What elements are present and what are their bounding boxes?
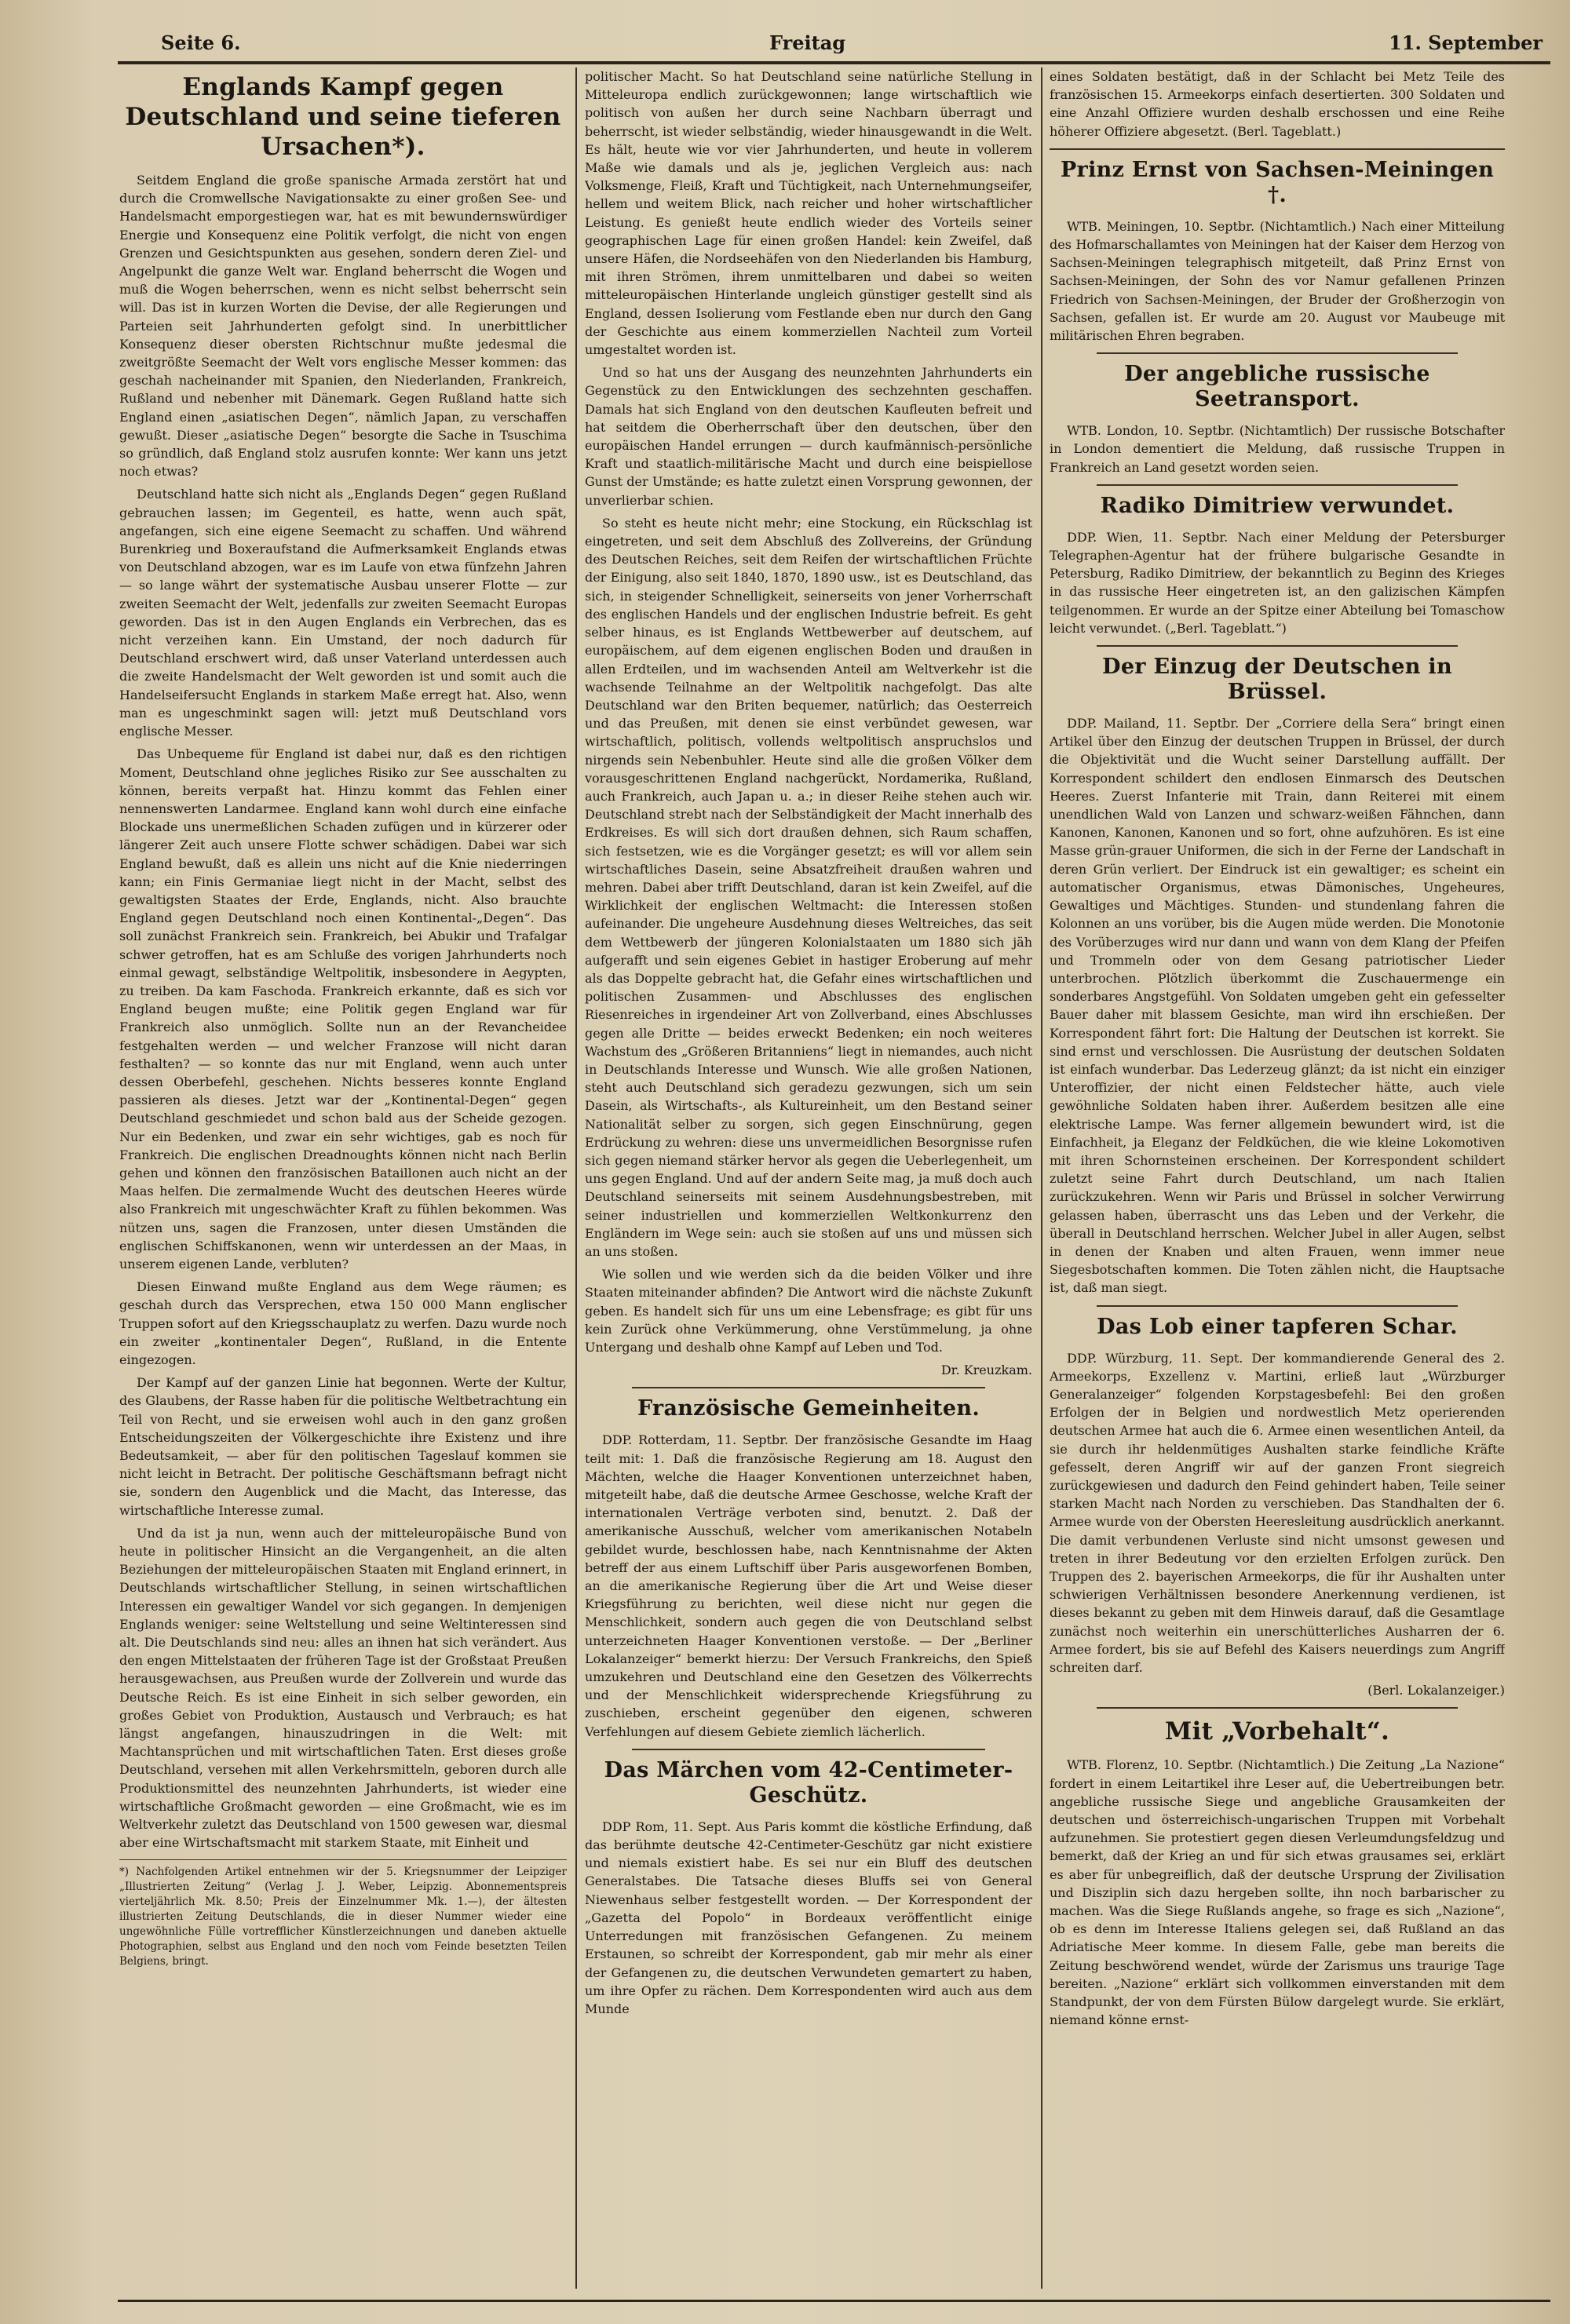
paragraph: Diesen Einwand mußte England aus dem Wege räumen; es geschah durch das Versprechen, etwa 150 000 Mann englischer Truppen sofort auf den Kriegsschauplatz zu werfen. Dazu wurde noch ein zweiter „kontinentaler Degen“, Rußland, in die Entente eingezogen. (119, 1279, 567, 1367)
paragraph: Und so hat uns der Ausgang des neunzehnten Jahrhunderts ein Gegenstück zu den Entwicklungen des sechzehnten geschaffen. Damals hat sich England von den deutschen Kaufleuten befreit und hat seitdem die Oberherrschaft über den deutschen, über den europäischen Handel errungen — durch kaufmännisch-persönliche Kraft und staatlich-militärische Macht und durch eine beispiellose Gunst der Umstände; es hatte zuletzt einen Vorsprung gewonnen, der unverlierbar schien. (585, 365, 1032, 508)
column-divider (1041, 67, 1042, 2289)
footer-rule (118, 2300, 1550, 2302)
paragraph: Wie sollen und wie werden sich da die beiden Völker und ihre Staaten miteinander abfinden? Die Antwort wird die nächste Zukunft geben. Es handelt sich für uns um eine Lebensfrage; es gibt für uns kein Zurück ohne Verkümmerung, ohne Verstümmelung, ja ohne Untergang und deshalb ohne Kampf auf Leben und Tod. (585, 1267, 1032, 1355)
footnote: *) Nachfolgenden Artikel entnehmen wir der 5. Kriegsnummer der Leipziger „Illustrierten Zeitung“ (Verlag J. J. Weber, Leipzig. Abonnementspreis vierteljährlich Mk. 8.50; Preis der Einzelnummer Mk. 1.—), der ältesten illustrierten Zeitung Deutschlands, die in dieser Nummer wieder eine ungewöhnliche Fülle vortrefflicher Künstlerzeichnungen und daneben aktuelle Photographien, selbst aus England und den noch vom Feinde besetzten Teilen Belgiens, bringt. (119, 1859, 567, 1969)
paragraph: DDP. Rotterdam, 11. Septbr. Der französische Gesandte im Haag teilt mit: 1. Daß die französische Regierung am 18. August den Mächten, welche die Haager Konventionen unterzeichnet haben, mitgeteilt habe, daß die deutsche Armee Geschosse, welche Kraft der internationalen Verträge verboten sind, benutzt. 2. Daß der amerikanische Ausschuß, welcher vom amerikanischen Notabeln gebildet wurde, beschlossen habe, nach Kenntnisnahme der Akten betreff der aus einem Luftschiff über Paris ausgeworfenen Bomben, an die amerikanische Regierung über die Art und Weise dieser Kriegsführung zu berichten, weil diese nicht nur gegen die Menschlichkeit, sondern auch gegen die von Deutschland selbst unterzeichneten Haager Konventionen verstoße. — Der „Berliner Lokalanzeiger“ bemerkt hierzu: Der Versuch Frankreichs, den Spieß umzukehren und Deutschland eine den Gesetzen des Völkerrechts und der Menschlichkeit widersprechende Kriegsführung zu zuschieben, erscheint gegenüber den eigenen, schweren Verfehlungen auf diesem Gebiete ziemlich lächerlich. (585, 1432, 1032, 1739)
separator (1097, 352, 1458, 354)
column-divider (575, 67, 577, 2289)
page-header (118, 28, 1550, 60)
paragraph: WTB. London, 10. Septbr. (Nichtamtlich) Der russische Botschafter in London dementiert die Meldung, daß russische Truppen in Frankreich an Land gesetzt worden seien. (1050, 423, 1505, 475)
weekday: Freitag (769, 31, 846, 54)
paragraph: WTB. Florenz, 10. Septbr. (Nichtamtlich.) Die Zeitung „La Nazione“ fordert in einem Leitartikel ihre Leser auf, die Uebertreibungen betr. angebliche russische Siege und angebliche Grausamkeiten der deutschen und österreichisch-ungarischen Truppen mit Vorbehalt aufzunehmen. Sie protestiert gegen diesen Verleumdungsfeldzug und bemerkt, daß der Krieg an und für sich etwas grausames sei, erklärt es aber für unbegreiflich, daß der deutsche Ursprung der Zivilisation und Disziplin sich dazu hergeben sollte, ihn noch barbarischer zu machen. Was die Siege Rußlands angehe, so frage es sich „Nazione“, ob es denn im Interesse Italiens gelegen sei, daß Rußland an das Adriatische Meer komme. In diesem Falle, gebe man bereits die Zeitung beschwörend wendet, würde der Zarismus uns traurige Tage bereiten. „Nazione“ erklärt sich vollkommen einverstanden mit dem Standpunkt, der von dem Fürsten Bülow dargelegt wurde. Sie erklärt, niemand könne ernst- (1050, 1757, 1505, 2028)
paragraph: DDP. Mailand, 11. Septbr. Der „Corriere della Sera“ bringt einen Artikel über den Einzug der deutschen Truppen in Brüssel, der durch die Objektivität und die Wucht seiner Darstellung auffällt. Der Korrespondent schildert den endlosen Einmarsch des Deutschen Heeres. Zuerst Infanterie mit Train, dann Reiterei mit einem unendlichen Wald von Lanzen und schwarz-weißen Fähnchen, dann Kanonen, Kanonen, Kanonen und so fort, ohne aufzuhören. Es ist eine Masse grün-grauer Uniformen, die sich in der Ferne der Landschaft in deren Grün verliert. Der Eindruck ist ein gewaltiger; es scheint ein automatischer Organismus, etwas Dämonisches, Ungeheures, Gewaltiges und Mächtiges. Stunden- und stundenlang fahren die Kolonnen an uns vorüber, bis die Augen müde werden. Die Monotonie des Vorüberzuges wird nur dann und wann von dem Klang der Pfeifen und Trommeln oder von dem Gesang patriotischer Lieder unterbrochen. Plötzlich überkommt die Zuschauermenge ein sonderbares Angstgefühl. Von Soldaten umgeben geht ein gefesselter Bauer daher mit blassem Gesichte, man wird ihn erschießen. Der Korrespondent fährt fort: Die Haltung der Deutschen ist korrekt. Sie sind ernst und verschlossen. Die Ausrüstung der deutschen Soldaten ist einfach wunderbar. Das Lederzeug glänzt; da ist nicht ein einziger Unteroffizier, der nicht einen Feldstecher hätte, auch viele gewöhnliche Soldaten haben ihrer. Außerdem besitzen alle eine elektrische Lampe. Was ferner allgemein bewundert wird, ist die Einfachheit, ja Eleganz der Feldküchen, die wie kleine Lokomotiven mit ihren Schornsteinen erscheinen. Der Korrespondent schildert zuletzt seine Fahrt durch Deutschland, um nach Italien zurückzukehren. Wenn wir Paris und Brüssel in solcher Verwirrung gelassen haben, überrascht uns das Leben und der Verkehr, die überall in Deutschland herrschen. Welcher Jubel in aller Augen, selbst in denen der Knaben und alten Frauen, wenn immer neue Siegesbotschaften kommen. Die Toten zählen nicht, die Hauptsache ist, daß man siegt. (1050, 716, 1505, 1296)
article-title: Prinz Ernst von Sachsen-Meiningen †. (1060, 157, 1495, 207)
paragraph: So steht es heute nicht mehr; eine Stockung, ein Rückschlag ist eingetreten, und seit dem Abschluß des Zollvereins, der Gründung des Deutschen Reiches, seit dem Reifen der wirtschaftlichen Früchte der Einigung, also seit 1840, 1870, 1890 usw., ist es Deutschland, das sich, in steigender Schnelligkeit, seinerseits von jener Vorherrschaft des englischen Handels und der englischen Industrie befreit. Es geht selber hinaus, es ist Englands Wettbewerber auf deutschem, auf europäischem, auf dem eigenen englischen Boden und draußen in allen Erdteilen, und im wachsenden Anteil am Weltverkehr ist die wachsende Teilnahme an der Weltpolitik nachgefolgt. Das alte Deutschland war den Briten bequemer, natürlich; das Oesterreich und das Preußen, mit denen sie einst verbündet gewesen, war wirtschaftlich, politisch, vollends weltpolitisch anspruchslos und nirgends sein Nebenbuhler. Heute sind alle die großen Völker dem vorausgeschrittenen England nachgerückt, Nordamerika, Rußland, auch Frankreich, auch Japan u. a.; in dieser Reihe stehen auch wir. Deutschland strebt nach der Selbständigkeit der Macht innerhalb des Erdkreises. Es will sich dort draußen dehnen, sich Raum schaffen, sich festsetzen, wie es die Vorgänger gesetzt; es will vor allem sein wirtschaftliches Dasein, seine Absatzfreiheit draußen wahren und mehren. Dabei aber trifft Deutschland, daran ist kein Zweifel, auf die Wirklichkeit der englischen Weltmacht: die Interessen stoßen aufeinander. Die ungeheure Ausdehnung dieses Weltreiches, das seit dem Wettbewerb der jüngeren Kolonialstaaten um 1880 sich jäh aufgerafft und sein eigenes Gebiet in hastiger Eroberung auf mehr als das Doppelte gebracht hat, die Gefahr eines wirtschaftlichen und politischen Zusammen- und Abschlusses des englischen Riesenreiches in irgendeiner Art von Zollverband, eines Abschlusses gegen alle Dritte — beides erweckt Bedenken; ein noch weiteres Wachstum des „Größeren Britanniens“ liegt in niemandes, auch nicht in Deutschlands Interesse und Wunsch. Wie alle großen Nationen, steht auch Deutschland sich geradezu gezwungen, sich um sein Dasein, als Wirtschafts-, als Kultureinheit, um den Bestand seiner Nationalität selber zu sorgen, sich gegen Einschnürung, gegen Erdrückung zu wehren: diese uns unvermeidlichen Besorgnisse rufen sich gegen niemand stärker hervor als gegen die Ueberlegenheit, um uns gegen England. Und auf der andern Seite mag, ja muß doch auch Deutschland seinerseits mit seinem Ausdehnungsbestreben, mit seiner industriellen und kommerziellen Weltkonkurrenz den Engländern im Wege sein: auch sie stoßen auf uns und müssen sich an uns stoßen. (585, 515, 1032, 1259)
separator (1097, 645, 1458, 647)
article-title: Das Lob einer tapferen Schar. (1097, 1314, 1458, 1339)
separator (1097, 1707, 1458, 1709)
paragraph: Deutschland hatte sich nicht als „Englands Degen“ gegen Rußland gebrauchen lassen; im Gegenteil, es hatte, wenn auch spät, angefangen, sich eine eigene Seemacht zu schaffen. Und während Burenkrieg und Boxeraufstand die Aufmerksamkeit Englands etwas von Deutschland abzogen, war es im Laufe von etwa fünfzehn Jahren — so lange währt der systematische Ausbau unserer Flotte — zur zweiten Seemacht der Welt, jedenfalls zur zweiten Seemacht Europas geworden. Das ist in den Augen Englands ein Verbrechen, das es nicht verzeihen kann. Ein Umstand, der noch dadurch für Deutschland erschwert wird, daß unser Vaterland unterdessen auch die zweite Handelsmacht der Welt geworden ist und somit auch die Handelseifersucht Englands in starkem Maße erregt hat. Also, wenn man es ungeschminkt sagen will: jetzt muß Deutschland vors englische Messer. (119, 487, 567, 739)
author-signature: Dr. Kreuzkam. (940, 1363, 1032, 1378)
article-title: Englands Kampf gegen Deutschland und seine tieferen Ursachen*). (125, 73, 561, 161)
paragraph: Und da ist ja nun, wenn auch der mitteleuropäische Bund von heute in politischer Hinsicht an die Vergangenheit, an die alten Beziehungen der mitteleuropäischen Staaten mit England erinnert, in Deutschlands wirtschaftlicher Stellung, in seinen wirtschaftlichen Interessen ein gewaltiger Wandel vor sich gegangen. In demjenigen Englands weniger: seine Weltstellung und seine Weltinteressen sind alt. Die Deutschlands sind neu: alles an ihnen hat sich verändert. Aus den engen Mittelstaaten der früheren Tage ist der Großstaat Preußen herausgewachsen, aus Preußen wurde der Zollverein und wurde das Deutsche Reich. Es ist eine Einheit in sich selber geworden, ein großes Gebiet von Produktion, Austausch und Verbrauch; es hat längst angefangen, hinauszudringen in die Welt: mit Machtansprüchen und mit wirtschaftlichen Taten. Erst dieses große Deutschland, versehen mit allen Verkehrsmitteln, geboren durch alle Produktionsmittel des neunzehnten Jahrhunderts, ist wieder eine wirtschaftliche Großmacht geworden — eine Großmacht, wie es im Weltverkehr zuletzt das Deutschland von 1500 gewesen war, diesmal aber eine Wirtschaftsmacht mit starkem Staate, mit Einheit und (119, 1525, 567, 1851)
paragraph: DDP. Würzburg, 11. Sept. Der kommandierende General des 2. Armeekorps, Exzellenz v. Martini, erließ laut „Würzburger Generalanzeiger“ folgenden Korpstagesbefehl: Bei den großen Erfolgen der in Belgien und nordwestlich Metz operierenden deutschen Armee hat auch die 6. Armee einen wesentlichen Anteil, da sie durch ihr heldenmütiges Aushalten starke feindliche Kräfte gefesselt, deren Angriff wir auf der ganzen Front siegreich zurückgewiesen und dadurch den Feind gehindert haben, Teile seiner starken Macht nach Norden zu verschieben. Das Standhalten der 6. Armee wurde von der Obersten Heeresleitung ausdrücklich anerkannt. Die damit verbundenen Verluste sind nicht umsonst gewesen und treten in ihrer Bedeutung vor den erzielten Erfolgen zurück. Den Truppen des 2. bayerischen Armeekorps, die für ihr Aushalten unter schwierigen Verhältnissen besondere Anerkennung verdienen, ist dieses bekannt zu geben mit dem Hinweis darauf, daß die Gesamtlage zunächst noch weiterhin ein unerschütterliches Ausharren der 6. Armee fordert, bis sie auf Befehl des Kaisers neuerdings zum Angriff schreiten darf. (1050, 1350, 1505, 1676)
paragraph: Seitdem England die große spanische Armada zerstört hat und durch die Cromwellsche Navigationsakte zu einer großen See- und Handelsmacht emporgestiegen war, hat es mit bewundernswürdiger Energie und Konsequenz eine Politik verfolgt, die nicht von engen Grenzen und Gesichtspunkten aus gesehen, sondern deren Ziel- und Angelpunkt die ganze Welt war. England beherrscht die Wogen und muß die Wogen beherrschen, wenn es nicht selbst beherrscht sein will. Das ist in kurzen Worten die Devise, der alle Regierungen und Parteien seit Jahrhunderten gefolgt sind. In unerbittlicher Konsequenz dieser obersten Richtschnur mußte jedesmal die zweitgrößte Seemacht der Welt vors englische Messer kommen: das geschah nacheinander mit Spanien, den Niederlanden, Frankreich, Rußland und nebenher mit Dänemark. Gegen Rußland hatte sich England einen „asiatischen Degen“, nämlich Japan, zu verschaffen gewußt. Dieser „asiatische Degen“ besorgte die Sache in Tsuschima so gründlich, daß England stolz ausrufen konnte: Wer kann uns jetzt noch etwas? (119, 173, 567, 480)
article-title: Mit „Vorbehalt“. (1164, 1717, 1390, 1746)
column-3 (1050, 67, 1505, 2289)
separator (632, 1749, 985, 1750)
separator (1097, 1305, 1458, 1307)
paragraph: eines Soldaten bestätigt, daß in der Schlacht bei Metz Teile des französischen 15. Armeekorps einfach desertierten. 300 Soldaten und eine Anzahl Offiziere wurden deshalb erschossen und eine Reihe höherer Offiziere abgesetzt. (Berl. Tageblatt.) (1050, 69, 1505, 139)
paragraph: politischer Macht. So hat Deutschland seine natürliche Stellung in Mitteleuropa endlich zurückgewonnen; lange wirtschaftlich wie politisch von außen her durch seine Nachbarn überragt und beherrscht, ist wieder selbständig, wieder hinausgewandt in die Welt. Es hält, heute wie vor vier Jahrhunderten, und heute in vollerem Maße wie damals und als je, jeglichen Vergleich aus: nach Volksmenge, Fleiß, Kraft und Tüchtigkeit, nach Unternehmungseifer, hellem und weitem Blick, nach reicher und hoher wirtschaftlicher Leistung. Es genießt heute endlich wieder des Vorteils seiner geographischen Lage für einen großen Handel: kein Zweifel, daß unsere Häfen, die Nordseehäfen von den Niederlanden bis Hamburg, mit ihren Strömen, ihrem unmittelbaren und dabei so weiten mitteleuropäischen Hinterlande ungleich günstiger gestellt sind als England, dessen Isolierung vom Festlande eben nur durch den Gang der Geschichte aus einem kommerziellen Nachteil zum Vorteil umgestaltet worden ist. (585, 69, 1032, 358)
column-1 (119, 67, 567, 2289)
separator (1050, 148, 1505, 150)
separator (1097, 484, 1458, 486)
header-rule (118, 61, 1550, 64)
article-title: Der angebliche russische Seetransport. (1124, 362, 1430, 412)
paragraph: Der Kampf auf der ganzen Linie hat begonnen. Werte der Kultur, des Glaubens, der Rasse haben für die politische Weltbetrachtung ein Teil von Recht, und sie erweisen wohl auch in den ganz großen Entscheidungszeiten der Völkergeschichte ihre Existenz und ihre Bedeutsamkeit, — aber für den politischen Tageslauf kommen sie nicht leicht in Betracht. Der politische Geschäftsmann befragt nicht sie, sondern den Augenblick und die Macht, das Interesse, das wirtschaftliche Interesse zumal. (119, 1375, 567, 1518)
date: 11. September (1389, 31, 1543, 54)
paragraph: Das Unbequeme für England ist dabei nur, daß es den richtigen Moment, Deutschland ohne jegliches Risiko zur See ausschalten zu können, bereits verpaßt hat. Hinzu kommt das Fehlen einer nennenswerten Landarmee. England kann wohl durch eine einfache Blockade uns unermeßlichen Schaden zufügen und in kürzerer oder längerer Zeit auch unsere Flotte schwer schädigen. Dabei war sich England bewußt, daß es allein uns nicht auf die Knie niederringen kann; ein Finis Germaniae liegt nicht in der Macht, selbst des gewaltigsten Staates der Erde, Englands, nicht. Also brauchte England gegen Deutschland noch einen Kontinental-„Degen“. Das soll zunächst Frankreich sein. Frankreich, bei Abukir und Trafalgar schwer getroffen, hat es am Schluße des vorigen Jahrhunderts noch einmal gewagt, selbständige Weltpolitik, insbesondere in Aegypten, zu treiben. Da kam Faschoda. Frankreich erkannte, daß es sich vor England beugen mußte; eine Politik gegen England war für Frankreich also unmöglich. Sollte nun an der Revancheidee festgehalten werden — und welcher Franzose will nicht daran festhalten? — so konnte das nur mit England, wenn auch unter dessen Oberbefehl, geschehen. Nichts besseres konnte England passieren als dieses. Jetzt war der „Kontinental-Degen“ gegen Deutschland geschmiedet und schon bald aus der Scheide gezogen. Nur ein Bedenken, und zwar ein sehr wichtiges, gab es noch für Frankreich. Die englischen Dreadnoughts können nicht nach Berlin gehen und können den französischen Bataillonen auch nicht an der Maas helfen. Die zermalmende Wucht des deutschen Heeres würde also Frankreich mit ungeschwächter Kraft zu fühlen bekommen. Was nützen uns, sagen die Franzosen, unter diesen Umständen die englischen Schiffskanonen, wenn wir unterdessen an der Maas, in unserem eigenen Lande, verbluten? (119, 746, 567, 1271)
article-title: Der Einzug der Deutschen in Brüssel. (1102, 655, 1452, 705)
column-2 (585, 67, 1032, 2289)
page-number: Seite 6. (161, 31, 241, 54)
article-title: Das Märchen vom 42-Centimeter-Geschütz. (604, 1757, 1013, 1808)
separator (632, 1387, 985, 1388)
paragraph: DDP Rom, 11. Sept. Aus Paris kommt die köstliche Erfindung, daß das berühmte deutsche 42-Centimeter-Geschütz gar nicht existiere und niemals existiert habe. Es sei nur ein Bluff des deutschen Generalstabes. Die Tatsache dieses Bluffs sei von General Niewenhaus selber festgestellt worden. — Der Korrespondent der „Gazetta del Popolo“ in Bordeaux veröffentlicht einige Unterredungen mit französischen Gefangenen. Zu meinem Erstaunen, so schreibt der Korrespondent, gab mir mehr als einer der Gefangenen zu, die deutschen Verwundeten gemartert zu haben, um ihre Opfer zu rächen. Dem Korrespondenten wird auch aus dem Munde (585, 1819, 1032, 2016)
paragraph: WTB. Meiningen, 10. Septbr. (Nichtamtlich.) Nach einer Mitteilung des Hofmarschallamtes von Meiningen hat der Kaiser dem Herzog von Sachsen-Meiningen telegraphisch mitgeteilt, daß Prinz Ernst von Sachsen-Meiningen, der Sohn des vor Namur gefallenen Prinzen Friedrich von Sachsen-Meiningen, der Bruder der Großherzogin von Sachsen, gefallen ist. Er wurde am 20. August vor Maubeuge mit militärischen Ehren begraben. (1050, 218, 1505, 344)
article-title: Französische Gemeinheiten. (637, 1396, 980, 1421)
article-title: Radiko Dimitriew verwundet. (1100, 493, 1455, 518)
paragraph: DDP. Wien, 11. Septbr. Nach einer Meldung der Petersburger Telegraphen-Agentur hat der frühere bulgarische Gesandte in Petersburg, Radiko Dimitriew, der bekanntlich zu Beginn des Krieges in das russische Heer eingetreten ist, an den galizischen Kämpfen teilgenommen. Er wurde an der Spitze einer Abteilung bei Tomaschow leicht verwundet. („Berl. Tageblatt.“) (1050, 529, 1505, 636)
source-attribution: (Berl. Lokalanzeiger.) (1367, 1683, 1505, 1698)
